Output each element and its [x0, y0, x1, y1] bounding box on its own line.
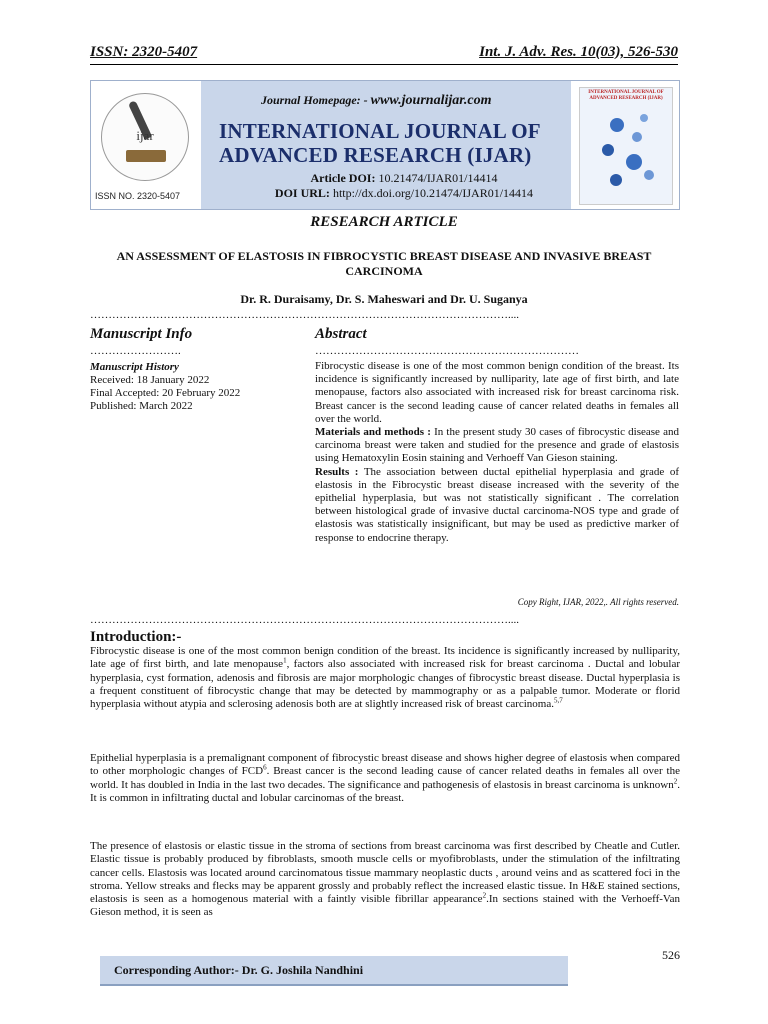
intro-text: , factors also associated with increased risk for breast carcinoma . Ductal and lobular hyperplasia, cyst formation, adenosis and fibrosis are major morphologic changes of fibrocystic breast disease. Ductal hyperplasia is a frequent constituent of fibrocystic change that may be detected by mammography or as a palpable tumor. Moderate or florid hyperplasia without atypia and sclerosing adenosis both are at slightly increased risk of breast carcinoma.	[90, 658, 680, 711]
book-icon	[126, 150, 166, 162]
article-title-line-2: CARCINOMA	[345, 264, 423, 278]
copyright-notice: Copy Right, IJAR, 2022,. All rights reserved.	[517, 597, 679, 607]
journal-cover-image	[571, 81, 679, 209]
doi-url-label: DOI URL:	[274, 186, 330, 200]
corresponding-author-box	[100, 956, 568, 986]
homepage-label: Journal Homepage: -	[261, 93, 368, 107]
divider-dots-top: ……………………………………………………………………………………………………....	[90, 309, 519, 321]
abstract-heading: Abstract	[315, 326, 367, 342]
methods-label: Materials and methods :	[315, 426, 431, 439]
logo-emblem	[101, 93, 189, 181]
intro-text: Fibrocystic disease is one of the most common benign condition of the breast. Its incidence is significantly increased by nulliparity, late age of first birth, and late menopause	[90, 645, 680, 671]
molecule-icon	[632, 132, 642, 142]
citation-ref: 2	[673, 776, 678, 785]
citation-ref: 2	[482, 891, 487, 900]
divider-dots-bottom: ……………………………………………………………………………………………………....	[90, 614, 519, 626]
molecule-icon	[610, 118, 624, 132]
homepage-link[interactable]: www.journalijar.com	[370, 93, 492, 108]
molecule-icon	[610, 174, 622, 186]
published-date: Published: March 2022	[90, 400, 193, 412]
article-title-line-1: AN ASSESSMENT OF ELASTOSIS IN FIBROCYSTIC BREAST DISEASE AND INVASIVE BREAST	[116, 249, 652, 263]
running-header	[90, 44, 678, 65]
intro-paragraph-1	[90, 645, 680, 711]
intro-text: .In sections stained with the Verhoeff-Van Gieson method, it is seen as	[90, 893, 681, 919]
journal-title-line-2: ADVANCED RESEARCH (IJAR)	[219, 143, 532, 167]
corresponding-author: Corresponding Author:- Dr. G. Joshila Nandhini	[114, 963, 364, 977]
manuscript-info-heading: Manuscript Info	[90, 326, 193, 342]
abstract-methods	[315, 426, 679, 466]
journal-banner	[90, 80, 680, 210]
doi-url-link[interactable]: http://dx.doi.org/10.21474/IJAR01/14414	[332, 186, 534, 200]
results-label: Results :	[315, 465, 359, 478]
issn-text: ISSN: 2320-5407	[90, 44, 198, 60]
intro-paragraph-3	[90, 840, 680, 920]
intro-text: . It is common in infiltrating ductal and lobular carcinomas of the breast.	[90, 778, 680, 804]
intro-text: Epithelial hyperplasia is a premalignant component of fibrocystic breast disease and shows higher degree of elastosis when compared to other morphologic changes of FCD	[90, 752, 680, 778]
citation-ref: 5,7	[554, 696, 563, 705]
molecule-icon	[602, 144, 614, 156]
cover-thumbnail	[579, 87, 673, 205]
introduction-heading: Introduction:-	[90, 629, 182, 645]
intro-text: The presence of elastosis or elastic tissue in the stroma of sections from breast carcinoma was first described by Cheatle and Cutler. Elastic tissue is probably produced by fibroblasts, smooth muscle cells or myofibroblasts, under the stimulation of the infiltrating cancer cells. Elastosis was located around carcinomatous tissue mammary neoplastic ducts , around veins and as scattered foci in the stroma. Yellow streaks and flecks may be apparent grossly and probably reflect the increased elastic tissue. In H&E stained sections, elastosis is seen as a homogenous material with a faintly visible fibrillar appearance	[90, 840, 680, 906]
citation-ref: 1	[283, 656, 287, 665]
article-authors: Dr. R. Duraisamy, Dr. S. Maheswari and Dr. U. Suganya	[240, 292, 528, 306]
divider-dots-manuscript: …………………….	[90, 345, 181, 357]
logo-issn: ISSN NO. 2320-5407	[95, 191, 181, 201]
article-type: RESEARCH ARTICLE	[310, 214, 458, 230]
intro-paragraph-2	[90, 752, 680, 805]
cover-title: INTERNATIONAL JOURNAL OF ADVANCED RESEARCH (IJAR)	[588, 90, 664, 101]
intro-text: . Breast cancer is the second leading cause of cancer related deaths in females all over the world. It has doubled in India in the last two decades. The significance and pathogenesis of elastosis in breast carcinoma is unknown	[90, 765, 680, 791]
divider-dots-abstract: ………………………………………………………………	[315, 345, 579, 357]
manuscript-history-label: Manuscript History	[90, 361, 179, 373]
abstract-results	[315, 466, 679, 545]
doi-label: Article DOI:	[310, 171, 376, 185]
citation-ref: 6	[263, 763, 267, 772]
page-number: 526	[662, 948, 680, 962]
journal-title-line-1: INTERNATIONAL JOURNAL OF	[219, 119, 541, 143]
journal-title	[219, 119, 559, 167]
journal-homepage	[261, 93, 492, 109]
journal-logo	[91, 81, 201, 209]
molecule-icon	[640, 114, 648, 122]
methods-text: In the present study 30 cases of fibrocystic disease and carcinoma breast were taken and studied for the presence and grade of elastosis using Hematoxylin Eosin staining and Verhoeff Van Gieson staining.	[315, 426, 680, 465]
molecule-icon	[626, 154, 642, 170]
abstract-text	[315, 360, 679, 545]
accepted-date: Final Accepted: 20 February 2022	[90, 387, 241, 399]
logo-text: ijar	[136, 128, 154, 143]
manuscript-history	[90, 361, 305, 413]
molecule-icon	[644, 170, 654, 180]
article-title	[90, 249, 678, 279]
doi-value: 10.21474/IJAR01/14414	[378, 171, 498, 185]
doi-block	[239, 171, 569, 201]
abstract-paragraph: Fibrocystic disease is one of the most common benign condition of the breast. Its incidence is significantly increased by nulliparity, late age of first birth, and late menopause, factors also associated with increased risk for breast carcinoma risk. Breast cancer is the second leading cause of cancer related deaths in females all over the world.	[315, 360, 679, 425]
received-date: Received: 18 January 2022	[90, 374, 210, 386]
results-text: The association between ductal epithelial hyperplasia and grade of elastosis in the Fibrocystic breast disease increased with the severity of the epithelial hyperplasia, but was not statistically significant . The correlation between histological grade of invasive ductal carcinoma-NOS type and grade of elastosis was statistically insignificant, but may be used as predictive marker of response to endocrine therapy.	[315, 465, 679, 544]
journal-citation: Int. J. Adv. Res. 10(03), 526-530	[479, 44, 678, 60]
